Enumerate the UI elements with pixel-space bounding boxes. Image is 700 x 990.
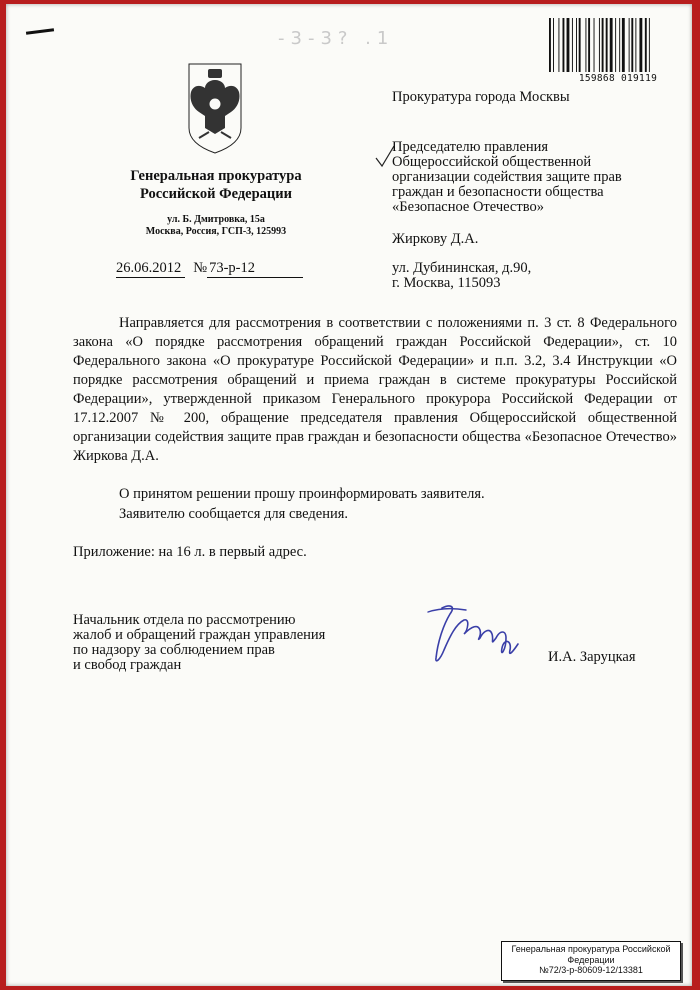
recipient-name: Жиркову Д.А.	[392, 231, 479, 247]
recipient-address-line2: г. Москва, 115093	[392, 275, 501, 291]
coat-of-arms-icon	[169, 58, 261, 156]
body-paragraph-main: Направляется для рассмотрения в соответствии с положениями п. 3 ст. 8 Федерального закона «О порядке рассмотрения обращений граждан Российской Федерации», ст. 10 Федерального закона «О прокуратуре Российской Федерации» и п.п. 3.2, 3.4 Инструкции «О порядке рассмотрения обращений и приема граждан в системе прокуратуры Российской Федерации», утвержденной приказом Генерального прокурора Российской Федерации от 17.12.2007 № 200, обращение председателя правления Общероссийской общественной организации содействия защите прав граждан и безопасности общества «Безопасное Отечество» Жиркова Д.А.	[73, 315, 677, 464]
sender-org-line2: Российской Федерации	[139, 186, 292, 202]
recipient-line: «Безопасное Отечество»	[392, 199, 544, 215]
signatory-position-line: по надзору за соблюдением прав	[73, 642, 275, 658]
document-date: 26.06.2012	[116, 260, 185, 278]
signer-name: И.А. Заруцкая	[548, 649, 636, 665]
signatory-position-line: жалоб и обращений граждан управления	[73, 627, 326, 643]
barcode-number: 159868 019119	[578, 73, 658, 84]
recipient-line: граждан и безопасности общества	[392, 184, 604, 200]
signatory-position	[73, 613, 325, 673]
recipient-office: Прокуратура города Москвы	[392, 89, 570, 105]
recipient-line: Председателю правления	[392, 139, 549, 155]
handwritten-signature	[420, 600, 540, 670]
recipient-address-line1: ул. Дубининская, д.90,	[392, 260, 532, 276]
recipient-line: Общероссийской общественной	[392, 154, 592, 170]
body-paragraph-notice: Заявителю сообщается для сведения.	[119, 506, 349, 522]
sender-address-line2: Москва, Россия, ГСП-3, 125993	[145, 226, 287, 237]
stamp-line3: №72/3-р-80609-12/13381	[539, 965, 643, 975]
body-paragraph-request: О принятом решении прошу проинформировать заявителя.	[119, 486, 485, 502]
signatory-position-line: и свобод граждан	[73, 657, 182, 673]
stamp-line1: Генеральная прокуратура Российской	[511, 944, 671, 954]
pen-scratch-mark	[26, 28, 54, 34]
document-number: 73-р-12	[207, 260, 303, 278]
sender-address-line1: ул. Б. Дмитровка, 15а	[167, 214, 265, 225]
signatory-position-line: Начальник отдела по рассмотрению	[73, 612, 296, 628]
number-sign: №	[193, 260, 208, 276]
stamp-line2: Федерации	[567, 954, 615, 965]
pencil-mark: -3-3? .1	[278, 28, 395, 49]
attachment-note: Приложение: на 16 л. в первый адрес.	[73, 544, 307, 560]
recipient-line: организации содействия защите прав	[392, 169, 622, 185]
registration-stamp	[501, 941, 681, 981]
document-page	[6, 4, 692, 986]
sender-org-line1: Генеральная прокуратура	[130, 168, 302, 184]
date-number-line	[116, 260, 303, 278]
